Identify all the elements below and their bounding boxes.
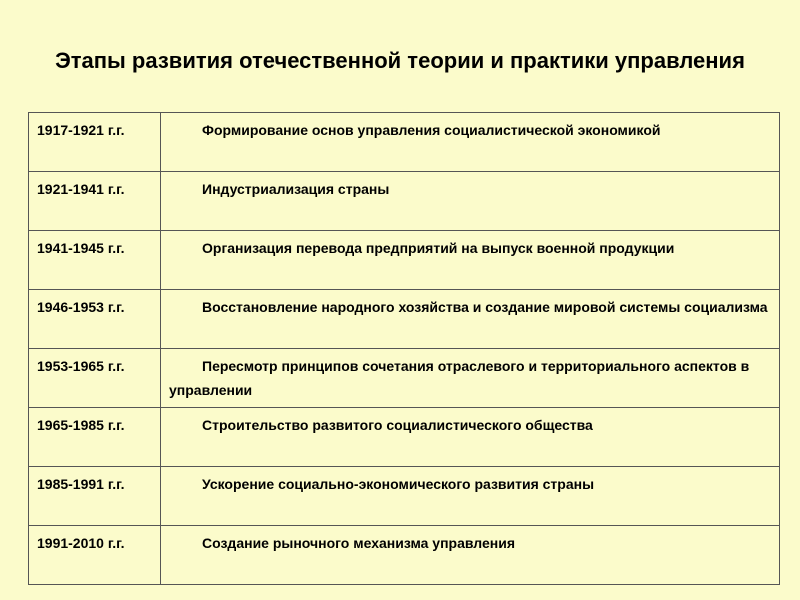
table-row xyxy=(29,290,780,349)
table-row xyxy=(29,467,780,526)
description-cell: Пересмотр принципов сочетания отраслевого и территориального аспектов в управлении xyxy=(161,349,780,408)
description-cell: Индустриализация страны xyxy=(161,172,780,231)
table-row xyxy=(29,349,780,408)
description-cell: Организация перевода предприятий на выпуск военной продукции xyxy=(161,231,780,290)
period-cell: 1946-1953 г.г. xyxy=(29,290,161,349)
table-row xyxy=(29,231,780,290)
stages-table xyxy=(28,112,780,585)
table-row xyxy=(29,172,780,231)
period-cell: 1917-1921 г.г. xyxy=(29,113,161,172)
table-row xyxy=(29,526,780,585)
period-cell: 1921-1941 г.г. xyxy=(29,172,161,231)
description-cell: Восстановление народного хозяйства и создание мировой системы социализма xyxy=(161,290,780,349)
period-cell: 1953-1965 г.г. xyxy=(29,349,161,408)
table-row xyxy=(29,408,780,467)
description-cell: Создание рыночного механизма управления xyxy=(161,526,780,585)
period-cell: 1985-1991 г.г. xyxy=(29,467,161,526)
period-cell: 1965-1985 г.г. xyxy=(29,408,161,467)
description-cell: Строительство развитого социалистического общества xyxy=(161,408,780,467)
page-title: Этапы развития отечественной теории и практики управления xyxy=(55,48,745,73)
table-row xyxy=(29,113,780,172)
description-cell: Ускорение социально-экономического развития страны xyxy=(161,467,780,526)
period-cell: 1991-2010 г.г. xyxy=(29,526,161,585)
description-cell: Формирование основ управления социалистической экономикой xyxy=(161,113,780,172)
period-cell: 1941-1945 г.г. xyxy=(29,231,161,290)
